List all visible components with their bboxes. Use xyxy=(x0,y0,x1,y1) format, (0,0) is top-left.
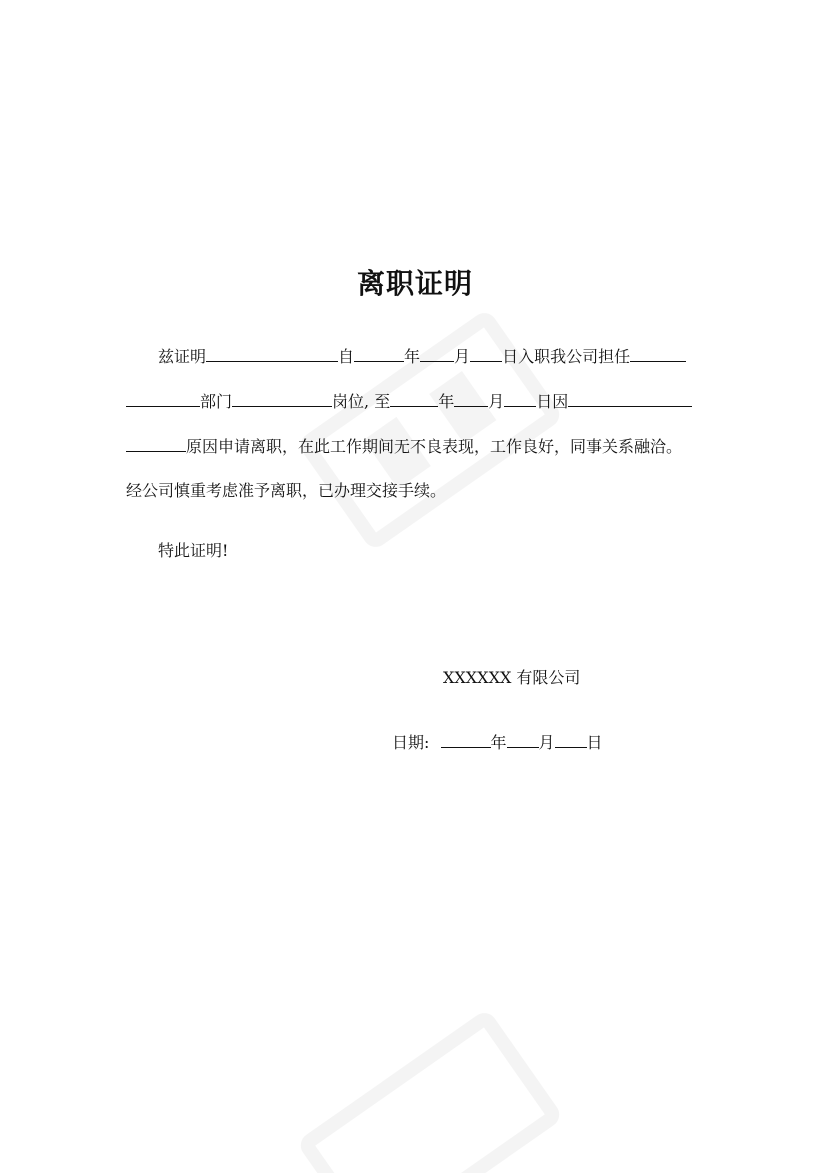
department-blank[interactable] xyxy=(126,390,200,407)
document-title: 离职证明 xyxy=(356,267,473,300)
text-segment: 特此证明! xyxy=(158,541,229,560)
end-year-blank[interactable] xyxy=(390,390,438,407)
reason-blank[interactable] xyxy=(126,435,186,452)
department-blank-start[interactable] xyxy=(630,345,686,362)
start-day-blank[interactable] xyxy=(470,345,502,362)
name-blank[interactable] xyxy=(206,345,338,362)
text-segment: 年 xyxy=(404,347,421,366)
end-day-blank[interactable] xyxy=(504,390,536,407)
day-label: 日 xyxy=(586,733,603,752)
date-month-blank[interactable] xyxy=(507,731,539,748)
text-segment: 岗位, 至 xyxy=(332,392,391,411)
text-segment: 日因 xyxy=(536,392,569,411)
paragraph-line-2 xyxy=(126,390,692,413)
paragraph-line-4 xyxy=(126,480,446,502)
end-month-blank[interactable] xyxy=(454,390,488,407)
text-segment: 自 xyxy=(338,347,355,366)
year-label: 年 xyxy=(490,733,507,752)
date-label: 日期: xyxy=(392,733,430,752)
closing-statement xyxy=(158,540,228,562)
company-name: XXXXXX 有限公司 xyxy=(443,668,581,687)
text-segment: 经公司慎重考虑准予离职，已办理交接手续。 xyxy=(126,481,447,500)
position-blank[interactable] xyxy=(232,390,332,407)
text-segment: 月 xyxy=(454,347,471,366)
date-year-blank[interactable] xyxy=(441,731,491,748)
text-segment: 兹证明 xyxy=(158,347,207,366)
month-label: 月 xyxy=(538,733,555,752)
text-segment: 部门 xyxy=(200,392,233,411)
text-segment: 月 xyxy=(488,392,505,411)
reason-blank-start[interactable] xyxy=(568,390,692,407)
text-segment: 原因申请离职，在此工作期间无不良表现，工作良好，同事关系融洽。 xyxy=(186,437,683,456)
text-segment: 日入职我公司担任 xyxy=(502,347,631,366)
paragraph-line-1 xyxy=(158,345,686,368)
start-year-blank[interactable] xyxy=(354,345,404,362)
date-line xyxy=(392,730,603,753)
date-day-blank[interactable] xyxy=(555,731,587,748)
text-segment: 年 xyxy=(438,392,455,411)
start-month-blank[interactable] xyxy=(420,345,454,362)
paragraph-line-3 xyxy=(126,435,682,458)
